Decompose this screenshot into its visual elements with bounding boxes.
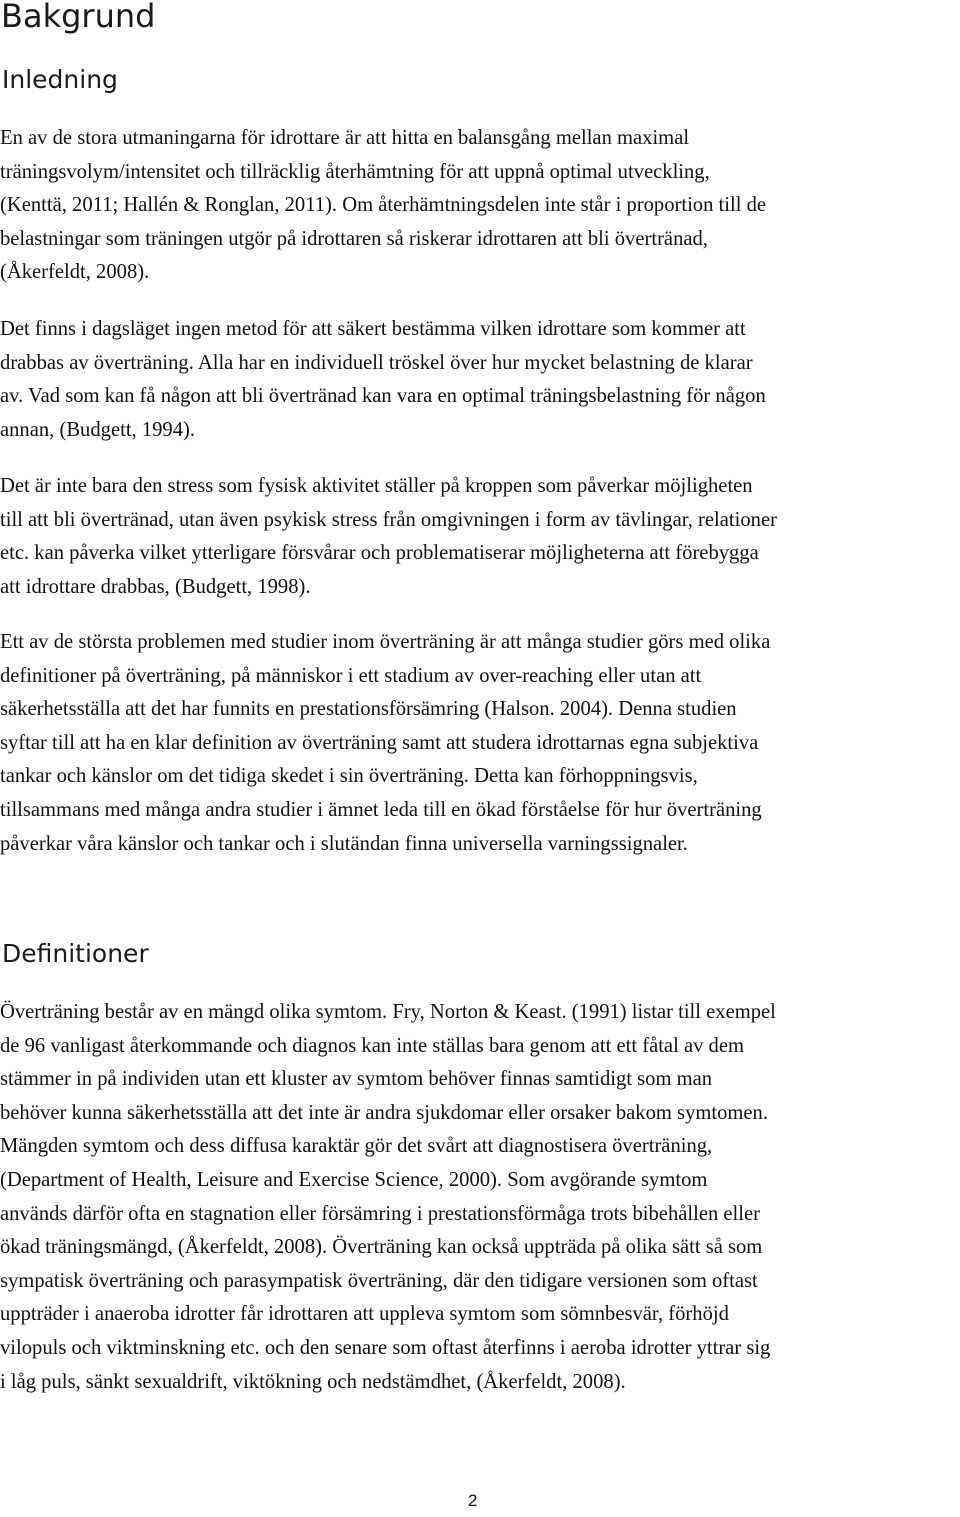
text-line: att idrottare drabbas, (Budgett, 1998). bbox=[0, 575, 311, 598]
text-line: uppträder i anaeroba idrotter får idrottaren att uppleva symtom som sömnbesvär, förhöjd bbox=[0, 1303, 729, 1326]
paragraph bbox=[0, 122, 960, 290]
text-line: etc. kan påverka vilket ytterligare försvårar och problematiserar möjligheterna att förebygga bbox=[0, 542, 759, 565]
text-line: vilopuls och viktminskning etc. och den senare som oftast återfinns i aeroba idrotter yttrar sig bbox=[0, 1336, 771, 1359]
text-line: ökad träningsmängd, (Åkerfeldt, 2008). Överträning kan också uppträda på olika sätt så som bbox=[0, 1236, 763, 1259]
paragraph bbox=[0, 470, 960, 604]
text-line: till att bli övertränad, utan även psykisk stress från omgivningen i form av tävlingar, relationer bbox=[0, 508, 777, 531]
text-line: belastningar som träningen utgör på idrottaren så riskerar idrottaren att bli övertränad, bbox=[0, 227, 708, 250]
text-line: Det finns i dagsläget ingen metod för att säkert bestämma vilken idrottare som kommer att bbox=[0, 318, 746, 340]
text-line: (Department of Health, Leisure and Exercise Science, 2000). Som avgörande symtom bbox=[0, 1168, 708, 1191]
page-title: Bakgrund bbox=[1, 0, 156, 35]
text-line: drabbas av överträning. Alla har en individuell tröskel över hur mycket belastning de klarar bbox=[0, 351, 753, 374]
text-line: (Kenttä, 2011; Hallén & Ronglan, 2011). Om återhämtningsdelen inte står i proportion till de bbox=[0, 194, 767, 217]
text-line: träningsvolym/intensitet och tillräcklig återhämtning för att uppnå optimal utveckling, bbox=[0, 160, 710, 183]
text-line: Överträning består av en mängd olika symtom. Fry, Norton & Keast. (1991) listar till exempel bbox=[0, 1001, 776, 1023]
text-line: säkerhetsställa att det har funnits en prestationsförsämring (Halson. 2004). Denna studien bbox=[0, 698, 737, 721]
section-heading-definitioner: Definitioner bbox=[2, 939, 149, 968]
text-line: tankar och känslor om det tidiga skedet i sin överträning. Detta kan förhoppningsvis, bbox=[0, 765, 698, 788]
text-line: syftar till att ha en klar definition av överträning samt att studera idrottarnas egna subjektiva bbox=[0, 731, 759, 754]
text-line: av. Vad som kan få någon att bli övertränad kan vara en optimal träningsbelastning för någon bbox=[0, 385, 766, 408]
text-line: stämmer in på individen utan ett kluster av symtom behöver finnas samtidigt som man bbox=[0, 1068, 713, 1091]
text-line: En av de stora utmaningarna för idrottare är att hitta en balansgång mellan maximal bbox=[0, 127, 690, 149]
text-line: annan, (Budgett, 1994). bbox=[0, 418, 196, 441]
text-line: definitioner på överträning, på människor i ett stadium av over-reaching eller utan att bbox=[0, 664, 702, 687]
text-line: i låg puls, sänkt sexualdrift, viktökning och nedstämdhet, (Åkerfeldt, 2008). bbox=[0, 1370, 626, 1393]
text-line: påverkar våra känslor och tankar och i slutändan finna universella varningssignaler. bbox=[0, 832, 688, 855]
section-heading-inledning: Inledning bbox=[2, 65, 118, 94]
text-line: de 96 vanligast återkommande och diagnos kan inte ställas bara genom att ett fåtal av dem bbox=[0, 1034, 744, 1057]
paragraph bbox=[0, 626, 960, 861]
text-line: (Åkerfeldt, 2008). bbox=[0, 261, 150, 284]
text-line: används därför ofta en stagnation eller försämring i prestationsförmåga trots bibehållen eller bbox=[0, 1202, 760, 1225]
paragraph bbox=[0, 996, 960, 1399]
text-line: behöver kunna säkerhetsställa att det inte är andra sjukdomar eller orsaker bakom symtomen. bbox=[0, 1101, 769, 1124]
text-line: Ett av de största problemen med studier inom överträning är att många studier görs med olika bbox=[0, 631, 771, 653]
text-line: tillsammans med många andra studier i ämnet leda till en ökad förståelse för hur överträning bbox=[0, 798, 762, 821]
text-line: Mängden symtom och dess diffusa karaktär gör det svårt att diagnostisera överträning, bbox=[0, 1135, 713, 1158]
text-line: Det är inte bara den stress som fysisk aktivitet ställer på kroppen som påverkar möjligheten bbox=[0, 475, 753, 497]
paragraph bbox=[0, 313, 960, 447]
page-number: 2 bbox=[468, 1491, 478, 1510]
text-line: sympatisk överträning och parasympatisk överträning, där den tidigare versionen som oftast bbox=[0, 1269, 758, 1292]
